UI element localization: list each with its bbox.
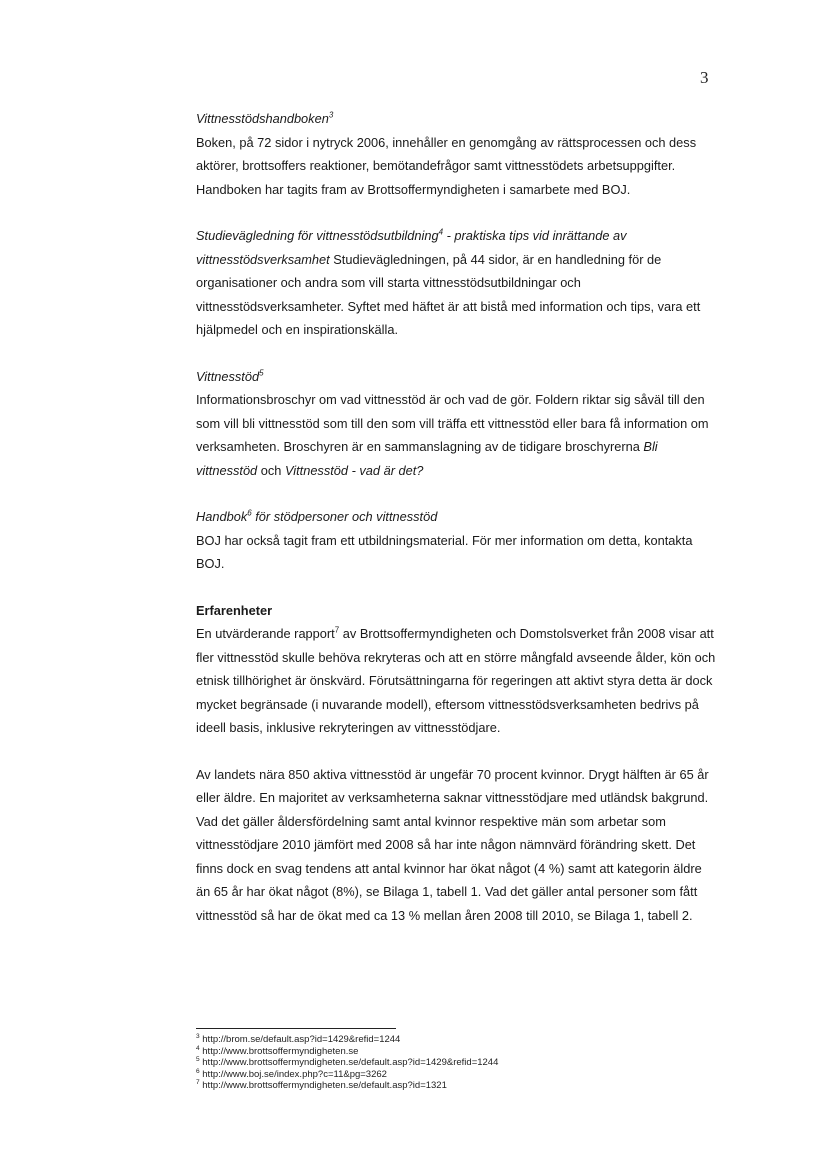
section-body: BOJ har också tagit fram ett utbildningsmaterial. För mer information om detta, kontakta BOJ. (196, 532, 693, 571)
experiences-paragraph-2 (196, 763, 716, 928)
section-title (196, 505, 716, 529)
section-study-guide (196, 224, 716, 342)
section-title (196, 107, 716, 131)
footnote-ref[interactable]: 6 (247, 508, 252, 518)
footnote-ref[interactable]: 3 (328, 110, 334, 120)
title-text: Studievägledning för vittnesstödsutbildning (196, 228, 439, 243)
subtitle-text: - praktiska tips vid inrättande av vittnesstödsverksamhet (196, 228, 627, 267)
footnote (196, 1080, 716, 1092)
title-text: Vittnesstöd (196, 368, 260, 384)
footnote-number: 5 (196, 1056, 200, 1064)
footnote-link[interactable]: http://www.brottsoffermyndigheten.se/default.asp?id=1321 (202, 1080, 447, 1092)
footnote-number: 7 (196, 1079, 200, 1087)
footnote-link[interactable]: http://www.brottsoffermyndigheten.se (202, 1045, 359, 1057)
brochure-ref-2: Vittnesstöd - vad är det? (284, 462, 424, 478)
section-body: Studievägledningen, på 44 sidor, är en handledning för de organisationer och andra som vill starta vittnesstödsutbildningar och vittnesstödsverksamheter. Syftet med häftet är att bistå med information och tips, vara ett hjälpmedel och en inspirationskälla. (196, 251, 701, 337)
section-support-handbook (196, 505, 716, 576)
section-body: Boken, på 72 sidor i nytryck 2006, innehåller en genomgång av rättsprocessen och dess aktörer, brottsoffers reaktioner, bemötandefrågor samt vittnesstödets arbetsuppgifter. Handboken har tagits fram av Brottsoffermyndigheten i samarbete med BOJ. (196, 134, 697, 197)
section-body (196, 388, 716, 482)
document-body (196, 107, 716, 950)
footnote (196, 1057, 716, 1069)
footnote (196, 1069, 716, 1081)
footnote-ref[interactable]: 7 (334, 625, 340, 635)
section-paragraph (196, 224, 716, 342)
footnote-number: 4 (196, 1044, 200, 1052)
footnote-link[interactable]: http://www.boj.se/index.php?c=11&pg=3262 (202, 1068, 387, 1080)
footnote-link[interactable]: http://brom.se/default.asp?id=1429&refid=1244 (202, 1034, 401, 1045)
experiences-paragraph-1 (196, 622, 716, 740)
paragraph: Av landets nära 850 aktiva vittnesstöd är ungefär 70 procent kvinnor. Drygt hälften är 65 år eller äldre. En majoritet av verksamheterna saknar vittnesstödjare med utländsk bakgrund. Vad det gäller åldersfördelning samt antal kvinnor respektive män som arbetar som vittnesstödjare 2010 jämfört med 2008 så har inte någon nämnvärd förändring skett. Det finns dock en svag tendens att antal kvinnor har ökat något (4 %) samt att kategorin äldre än 65 år har ökat något (8%), se Bilaga 1, tabell 1. Vad det gäller antal personer som fått vittnesstöd så har de ökat med ca 13 % mellan åren 2008 till 2010, se Bilaga 1, tabell 2. (196, 766, 709, 923)
footnote (196, 1034, 716, 1046)
footnote-divider (196, 1028, 396, 1029)
paragraph (196, 622, 716, 740)
brochure-ref-1: Bli vittnesstöd (196, 439, 658, 478)
title-text: Vittnesstödshandboken (196, 111, 329, 126)
body-text: En utvärderande rapport (196, 626, 335, 641)
experiences-heading: Erfarenheter (196, 602, 273, 618)
section-title (196, 365, 716, 389)
title-text-rest: för stödpersoner och vittnesstöd (251, 509, 438, 524)
body-connector: och (257, 462, 285, 478)
footnote-link[interactable]: http://www.brottsoffermyndigheten.se/default.asp?id=1429&refid=1244 (202, 1057, 499, 1069)
footnote (196, 1046, 716, 1058)
section-brochure (196, 365, 716, 483)
footnote-number: 3 (196, 1032, 200, 1040)
page-number: 3 (700, 68, 709, 87)
body-text: Informationsbroschyr om vad vittnesstöd är och vad de gör. Foldern riktar sig såväl till den som vill bli vittnesstöd som till den som vill träffa ett vittnesstöd eller bara få information om verksamheten. Broschyren är en sammanslagning av de tidigare broschyrerna (196, 392, 709, 454)
footnote-number: 6 (196, 1067, 200, 1075)
footnote-ref[interactable]: 4 (438, 227, 444, 237)
title-text: Handbok (196, 509, 248, 524)
body-text-rest: av Brottsoffermyndigheten och Domstolsverket från 2008 visar att fler vittnesstöd skulle behöva rekryteras och att en större mångfald avseende ålder, kön och etnisk tillhörighet är önskvärd. Förutsättningarna för regeringen att aktivt styra detta är dock mycket begränsade (i nuvarande modell), eftersom vittnesstödsverksamheten bedrivs på ideell basis, inklusive rekryteringen av vittnesstödjare. (196, 626, 716, 735)
footnote-ref[interactable]: 5 (259, 368, 264, 378)
footnotes (196, 1034, 716, 1092)
section-handbook (196, 107, 716, 201)
